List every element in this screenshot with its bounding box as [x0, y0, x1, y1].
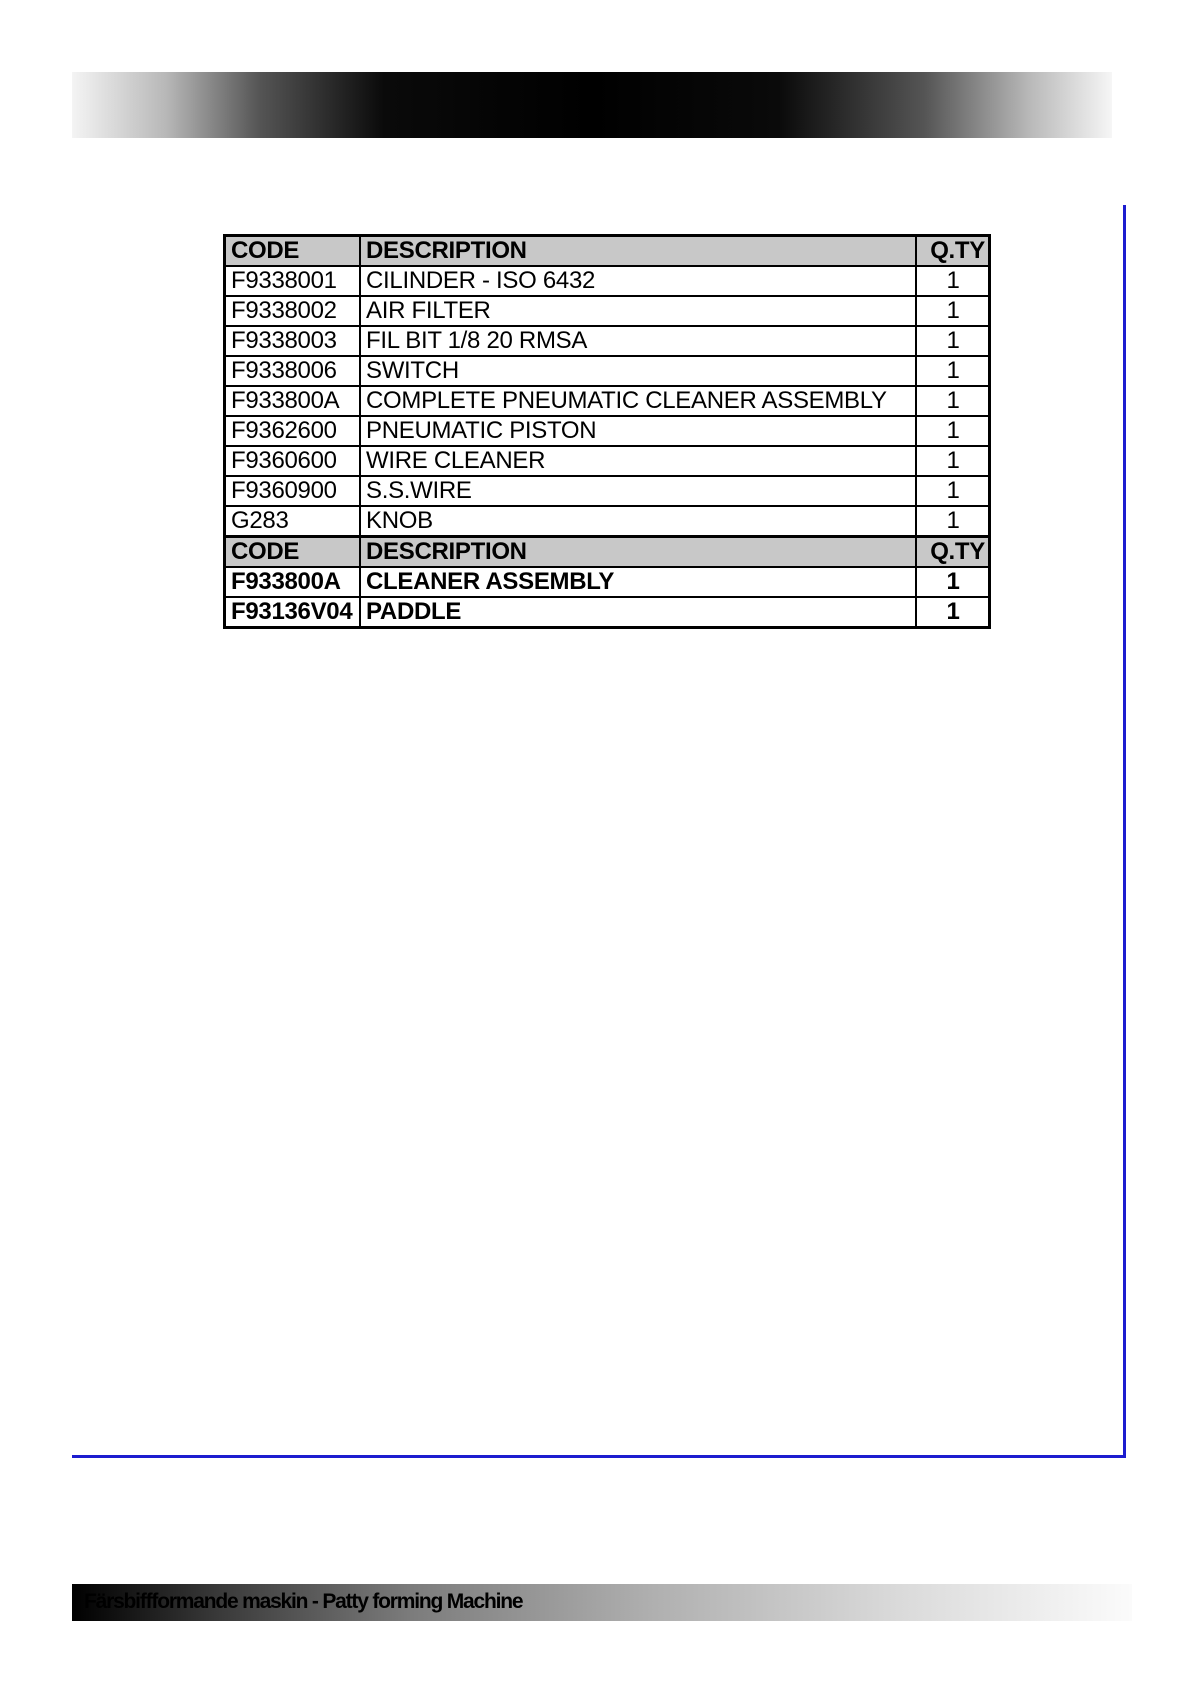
part-qty: 1	[916, 266, 990, 296]
part-description: COMPLETE PNEUMATIC CLEANER ASSEMBLY	[360, 386, 916, 416]
part-code: G283	[225, 506, 361, 537]
header-gradient-band	[72, 72, 1112, 138]
part-qty: 1	[916, 476, 990, 506]
part-code: F9360600	[225, 446, 361, 476]
assembly-code: F933800A	[225, 567, 361, 597]
parts-list-table	[223, 234, 991, 629]
table-row	[225, 506, 990, 537]
part-qty: 1	[916, 506, 990, 537]
part-code: F9338001	[225, 266, 361, 296]
column-header-qty: Q.TY	[916, 236, 990, 267]
column-header-description: DESCRIPTION	[360, 236, 916, 267]
part-description: CILINDER - ISO 6432	[360, 266, 916, 296]
part-qty: 1	[916, 356, 990, 386]
part-description: S.S.WIRE	[360, 476, 916, 506]
table-row	[225, 356, 990, 386]
table-row	[225, 416, 990, 446]
part-code: F933800A	[225, 386, 361, 416]
table-row	[225, 296, 990, 326]
table-row	[225, 446, 990, 476]
column-header-description: DESCRIPTION	[360, 537, 916, 568]
part-code: F9338006	[225, 356, 361, 386]
page-frame-right-line	[1123, 205, 1126, 1456]
part-qty: 1	[916, 416, 990, 446]
part-description: KNOB	[360, 506, 916, 537]
footer-gradient-band	[72, 1584, 1132, 1621]
part-code: F9362600	[225, 416, 361, 446]
assembly-qty: 1	[916, 567, 990, 597]
assembly-row	[225, 567, 990, 597]
column-header-qty: Q.TY	[916, 537, 990, 568]
part-qty: 1	[916, 326, 990, 356]
table-row	[225, 476, 990, 506]
page-frame-bottom-line	[72, 1455, 1126, 1458]
assembly-description: PADDLE	[360, 597, 916, 628]
assembly-row	[225, 597, 990, 628]
assembly-header-row	[225, 537, 990, 568]
part-qty: 1	[916, 386, 990, 416]
part-description: WIRE CLEANER	[360, 446, 916, 476]
assembly-code: F93136V04	[225, 597, 361, 628]
part-qty: 1	[916, 446, 990, 476]
part-code: F9338002	[225, 296, 361, 326]
part-description: SWITCH	[360, 356, 916, 386]
assembly-description: CLEANER ASSEMBLY	[360, 567, 916, 597]
table-header-row	[225, 236, 990, 267]
table-row	[225, 266, 990, 296]
part-code: F9338003	[225, 326, 361, 356]
table-row	[225, 386, 990, 416]
part-description: AIR FILTER	[360, 296, 916, 326]
footer-title: Färsbiffformande maskin - Patty forming Machine	[84, 1590, 523, 1613]
part-qty: 1	[916, 296, 990, 326]
column-header-code: CODE	[225, 236, 361, 267]
assembly-qty: 1	[916, 597, 990, 628]
column-header-code: CODE	[225, 537, 361, 568]
part-description: FIL BIT 1/8 20 RMSA	[360, 326, 916, 356]
part-code: F9360900	[225, 476, 361, 506]
part-description: PNEUMATIC PISTON	[360, 416, 916, 446]
table-row	[225, 326, 990, 356]
